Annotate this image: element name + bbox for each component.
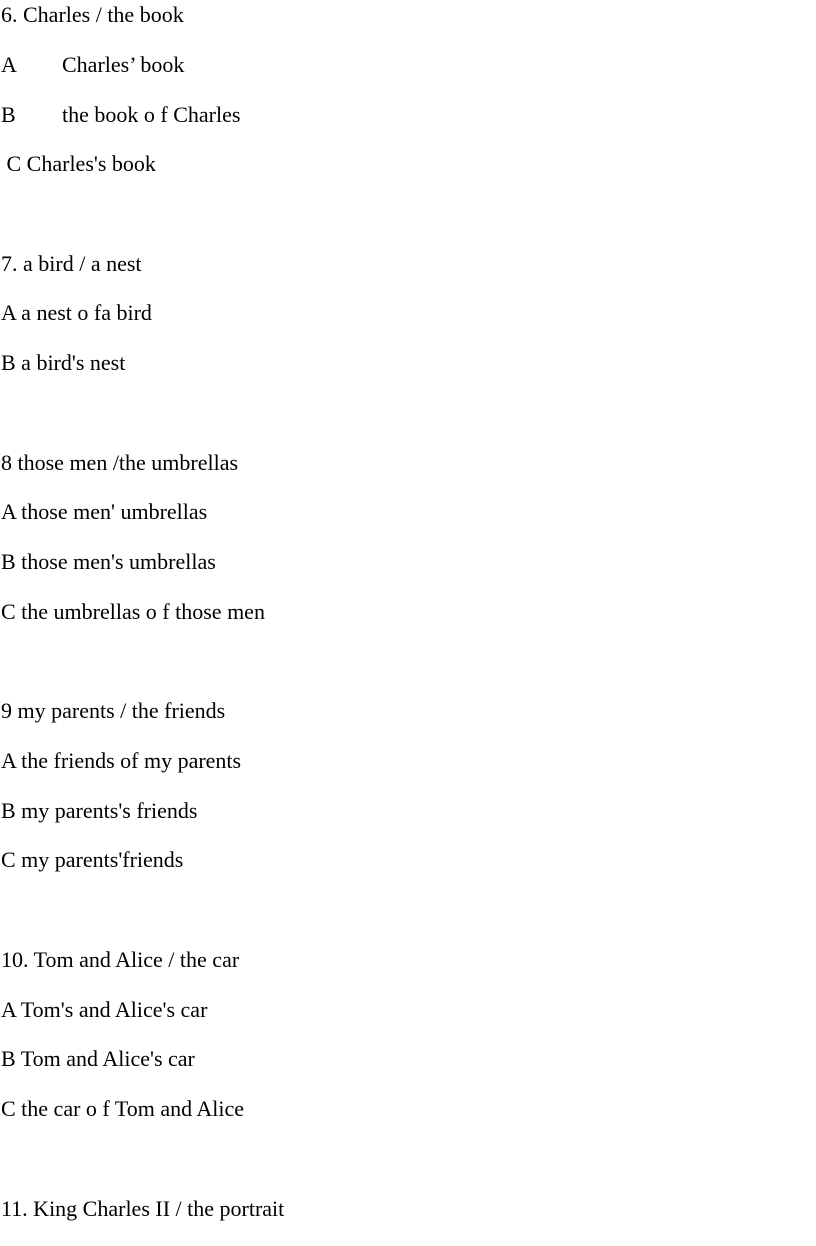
- question-9-option-b: B my parents's friends: [1, 798, 198, 823]
- question-8-option-c: C the umbrellas o f those men: [1, 599, 265, 624]
- question-9-option-a: A the friends of my parents: [1, 748, 242, 773]
- question-6-prompt: 6. Charles / the book: [1, 2, 184, 27]
- option-text: the book o f Charles: [62, 102, 241, 127]
- question-10-option-b: B Tom and Alice's car: [1, 1046, 195, 1071]
- question-9-prompt: 9 my parents / the friends: [1, 698, 226, 723]
- question-10-option-c: C the car o f Tom and Alice: [1, 1096, 245, 1121]
- question-7-prompt: 7. a bird / a nest: [1, 251, 142, 276]
- question-10-prompt: 10. Tom and Alice / the car: [1, 947, 240, 972]
- question-7-option-b: B a bird's nest: [1, 350, 126, 375]
- question-6-option-b: [1, 102, 240, 128]
- option-letter: A: [1, 52, 17, 77]
- option-letter: B: [1, 102, 16, 127]
- question-10-option-a: A Tom's and Alice's car: [1, 997, 208, 1022]
- question-6-option-a: [1, 52, 184, 78]
- question-11-prompt: 11. King Charles II / the portrait: [1, 1196, 285, 1221]
- question-6-option-c: C Charles's book: [1, 151, 156, 176]
- question-8-prompt: 8 those men /the umbrellas: [1, 450, 239, 475]
- question-7-option-a: A a nest o fa bird: [1, 300, 152, 325]
- question-8-option-b: B those men's umbrellas: [1, 549, 216, 574]
- question-9-option-c: C my parents'friends: [1, 847, 184, 872]
- option-text: Charles’ book: [62, 52, 185, 77]
- question-8-option-a: A those men' umbrellas: [1, 499, 208, 524]
